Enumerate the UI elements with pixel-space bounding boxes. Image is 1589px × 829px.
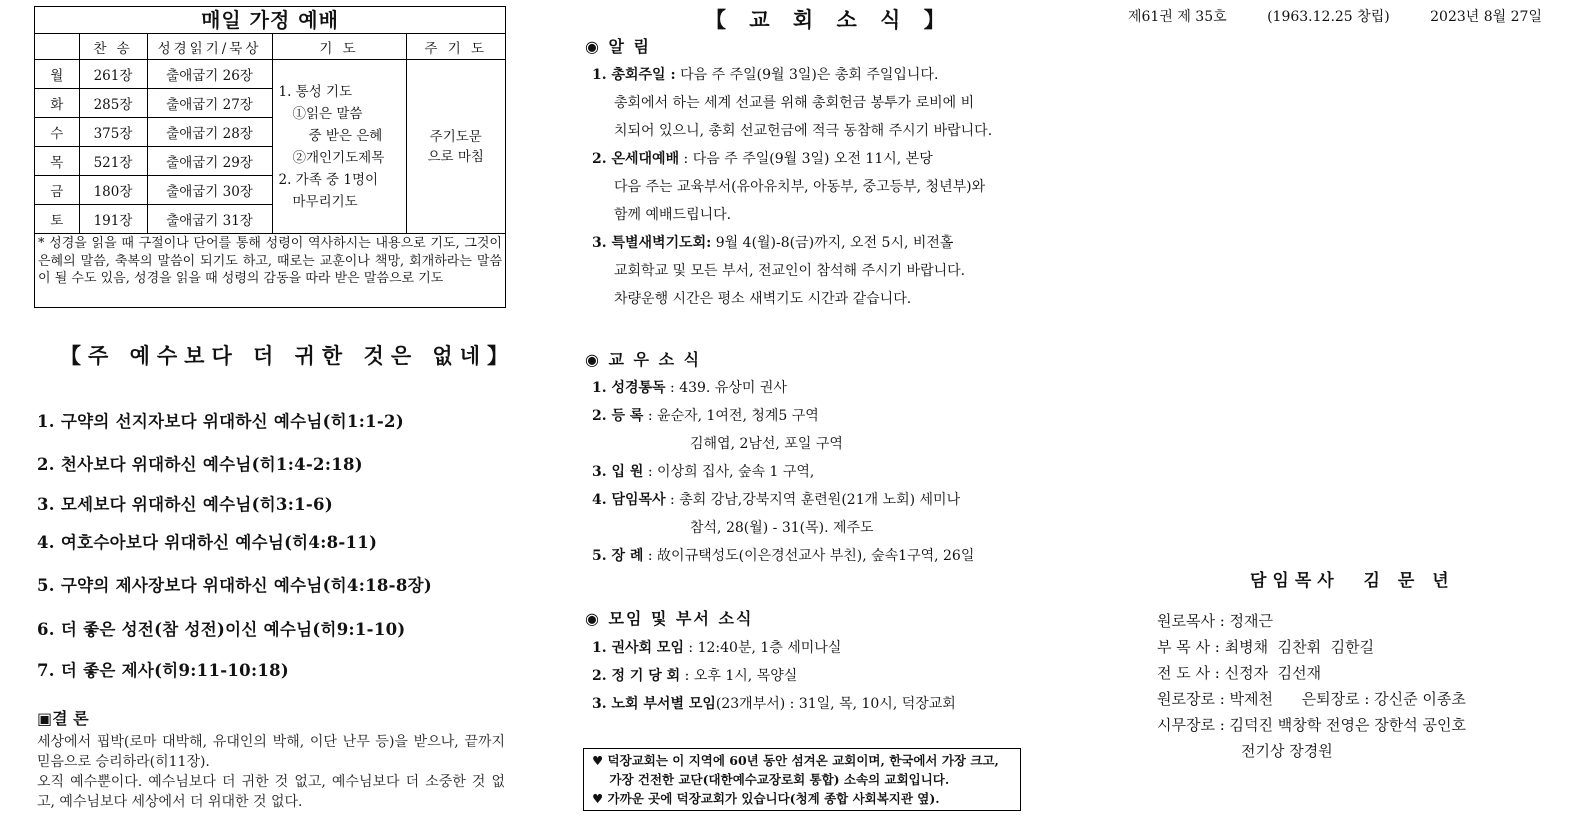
list-item: 1. 총회주일 : 다음 주 주일(9월 3일)은 총회 주일입니다. [592, 67, 939, 83]
issue-date: 2023년 8월 27일 [1430, 9, 1542, 25]
day-cell: 수 [35, 118, 79, 147]
staff-row: 원로목사 : 정재근 [1157, 612, 1274, 630]
hymn-cell: 375장 [79, 118, 147, 147]
list-item: 2. 온세대예배 : 다음 주 주일(9월 3일) 오전 11시, 본당 [592, 151, 933, 167]
meetings-list [592, 634, 956, 718]
list-item: 2. 정 기 당 회 : 오후 1시, 목양실 [592, 668, 798, 684]
staff-row: 시무장로 : 김덕진 백창학 전영은 장한석 공인호 [1157, 716, 1466, 734]
announcements-heading: ◉ 알 림 [585, 37, 652, 56]
staff-list [1157, 608, 1466, 764]
day-cell: 목 [35, 147, 79, 176]
prayer-line: 마무리기도 [292, 193, 358, 210]
list-item: 3. 특별새벽기도회: 9월 4(월)-8(금)까지, 오전 5시, 비전홀 [592, 235, 954, 251]
header-prayer: 기 도 [272, 34, 406, 60]
announcements-list [592, 61, 1032, 313]
reading-cell: 출애굽기 30장 [147, 176, 272, 205]
sermon-point: 2. 천사보다 위대하신 예수님(히1:4-2:18) [37, 455, 363, 474]
header-hymn: 찬 송 [79, 34, 147, 60]
member-news-heading: ◉ 교 우 소 식 [585, 350, 702, 369]
list-item: 5. 장 례 : 故이규택성도(이은경선교사 부친), 숲속1구역, 26일 [592, 548, 975, 564]
founded-date: (1963.12.25 창립) [1267, 9, 1390, 25]
hymn-cell: 180장 [79, 176, 147, 205]
daily-worship-table [35, 34, 505, 234]
reading-cell: 출애굽기 28장 [147, 118, 272, 147]
sermon-point: 3. 모세보다 위대하신 예수님(히3:1-6) [37, 495, 333, 514]
staff-row: 부 목 사 : 최병채 김찬휘 김한길 [1157, 638, 1375, 656]
list-item: 1. 권사회 모임 : 12:40분, 1층 세미나실 [592, 640, 842, 656]
header-day [35, 34, 79, 60]
hymn-cell: 285장 [79, 89, 147, 118]
staff-row-cont: 전기상 장경원 [1241, 742, 1333, 760]
staff-row: 원로장로 : 박제천 은퇴장로 : 강신준 이종초 [1157, 690, 1466, 708]
masthead [1128, 6, 1542, 26]
volume-number: 제61권 제 35호 [1128, 9, 1227, 25]
list-item: 4. 담임목사 : 총회 강남,강북지역 훈련원(21개 노회) 세미나 [592, 492, 961, 508]
list-item: 3. 노회 부서별 모임(23개부서) : 31일, 목, 10시, 덕장교회 [592, 696, 956, 712]
reading-cell: 출애굽기 27장 [147, 89, 272, 118]
sermon-title: 【주 예수보다 더 귀한 것은 없네】 [60, 343, 515, 368]
staff-row: 전 도 사 : 신정자 김선재 [1157, 664, 1322, 682]
list-item: 1. 성경통독 : 439. 유상미 권사 [592, 380, 787, 396]
day-cell: 토 [35, 205, 79, 234]
prayer-line: 중 받은 은혜 [308, 127, 383, 144]
news-title: 【 교 회 소 식 】 [705, 7, 953, 32]
conclusion-heading: ▣결 론 [37, 709, 89, 728]
hymn-cell: 521장 [79, 147, 147, 176]
list-item-cont: 교회학교 및 모든 부서, 전교인이 참석해 주시기 바랍니다. [614, 263, 966, 279]
reading-cell: 출애굽기 31장 [147, 205, 272, 234]
reading-cell: 출애굽기 26장 [147, 60, 272, 89]
daily-worship-title: 매일 가정 예배 [35, 7, 505, 34]
sermon-point: 5. 구약의 제사장보다 위대하신 예수님(히4:18-8장) [37, 576, 432, 595]
prayer-line: ②개인기도제목 [292, 149, 385, 166]
church-notice-box [583, 748, 1021, 811]
hymn-cell: 191장 [79, 205, 147, 234]
lords-prayer-cell [406, 60, 505, 234]
list-item: 2. 등 록 : 윤순자, 1여전, 청계5 구역 [592, 408, 819, 424]
member-news-list [592, 374, 974, 570]
meetings-heading: ◉ 모임 및 부서 소식 [585, 609, 754, 628]
prayer-cell [272, 60, 406, 234]
list-item-cont: 총회에서 하는 세계 선교를 위해 총회헌금 봉투가 로비에 비 [614, 95, 975, 111]
hymn-cell: 261장 [79, 60, 147, 89]
header-lords-prayer: 주 기 도 [406, 34, 505, 60]
closing-line: 으로 마침 [427, 148, 484, 165]
conclusion-paragraph: 오직 예수뿐이다. 예수님보다 더 귀한 것 없고, 예수님보다 더 소중한 것 없고, 예수님보다 세상에서 더 위대한 것 없다. [37, 774, 505, 810]
list-item-cont: 김해엽, 2남선, 포일 구역 [690, 436, 843, 452]
daily-worship-note: * 성경을 읽을 때 구절이나 단어를 통해 성령이 역사하시는 내용으로 기도, 그것이 은혜의 말씀, 축복의 말씀이 되기도 하고, 때로는 교훈이나 책망, 회개하라는 말씀이 될 수도 있음, 성경을 읽을 때 성령의 감동을 따라 받은 말씀으로 기도 [38, 236, 502, 286]
list-item-cont: 참석, 28(월) - 31(목). 제주도 [690, 520, 874, 536]
conclusion-paragraph: 세상에서 핍박(로마 대박해, 유대인의 박해, 이단 난무 등)을 받으나, 끝까지 믿음으로 승리하라(히11장). [37, 734, 505, 770]
table-row [35, 60, 505, 89]
table-header-row [35, 34, 505, 60]
conclusion-body [37, 732, 505, 812]
day-cell: 월 [35, 60, 79, 89]
prayer-line: ①읽은 말씀 [292, 105, 363, 122]
list-item-cont: 다음 주는 교육부서(유아유치부, 아동부, 중고등부, 청년부)와 [614, 179, 986, 195]
closing-line: 주기도문 [429, 128, 482, 145]
list-item: 3. 입 원 : 이상희 집사, 숲속 1 구역, [592, 464, 815, 480]
list-item-cont: 치되어 있으니, 총회 선교헌금에 적극 동참해 주시기 바랍니다. [614, 123, 993, 139]
prayer-line: 1. 통성 기도 [278, 83, 353, 100]
day-cell: 금 [35, 176, 79, 205]
day-cell: 화 [35, 89, 79, 118]
sermon-point: 1. 구약의 선지자보다 위대하신 예수님(히1:1-2) [37, 412, 404, 431]
reading-cell: 출애굽기 29장 [147, 147, 272, 176]
senior-pastor: 담임목사 김 문 년 [1250, 571, 1455, 591]
notice-line: 가장 건전한 교단(대한예수교장로회 통합) 소속의 교회입니다. [592, 772, 950, 787]
sermon-point: 7. 더 좋은 제사(히9:11-10:18) [37, 661, 290, 680]
header-reading: 성경읽기/묵상 [147, 34, 272, 60]
prayer-line: 2. 가족 중 1명이 [278, 171, 379, 188]
notice-line: ♥ 덕장교회는 이 지역에 60년 동안 섬겨온 교회이며, 한국에서 가장 크고, [592, 753, 999, 768]
list-item-cont: 차량운행 시간은 평소 새벽기도 시간과 같습니다. [614, 291, 912, 307]
notice-line: ♥ 가까운 곳에 덕장교회가 있습니다(청계 종합 사회복지관 옆). [592, 791, 940, 806]
sermon-point: 4. 여호수아보다 위대하신 예수님(히4:8-11) [37, 533, 378, 552]
sermon-point: 6. 더 좋은 성전(참 성전)이신 예수님(히9:1-10) [37, 620, 406, 639]
daily-worship-box [34, 6, 506, 308]
list-item-cont: 함께 예배드립니다. [614, 207, 732, 223]
